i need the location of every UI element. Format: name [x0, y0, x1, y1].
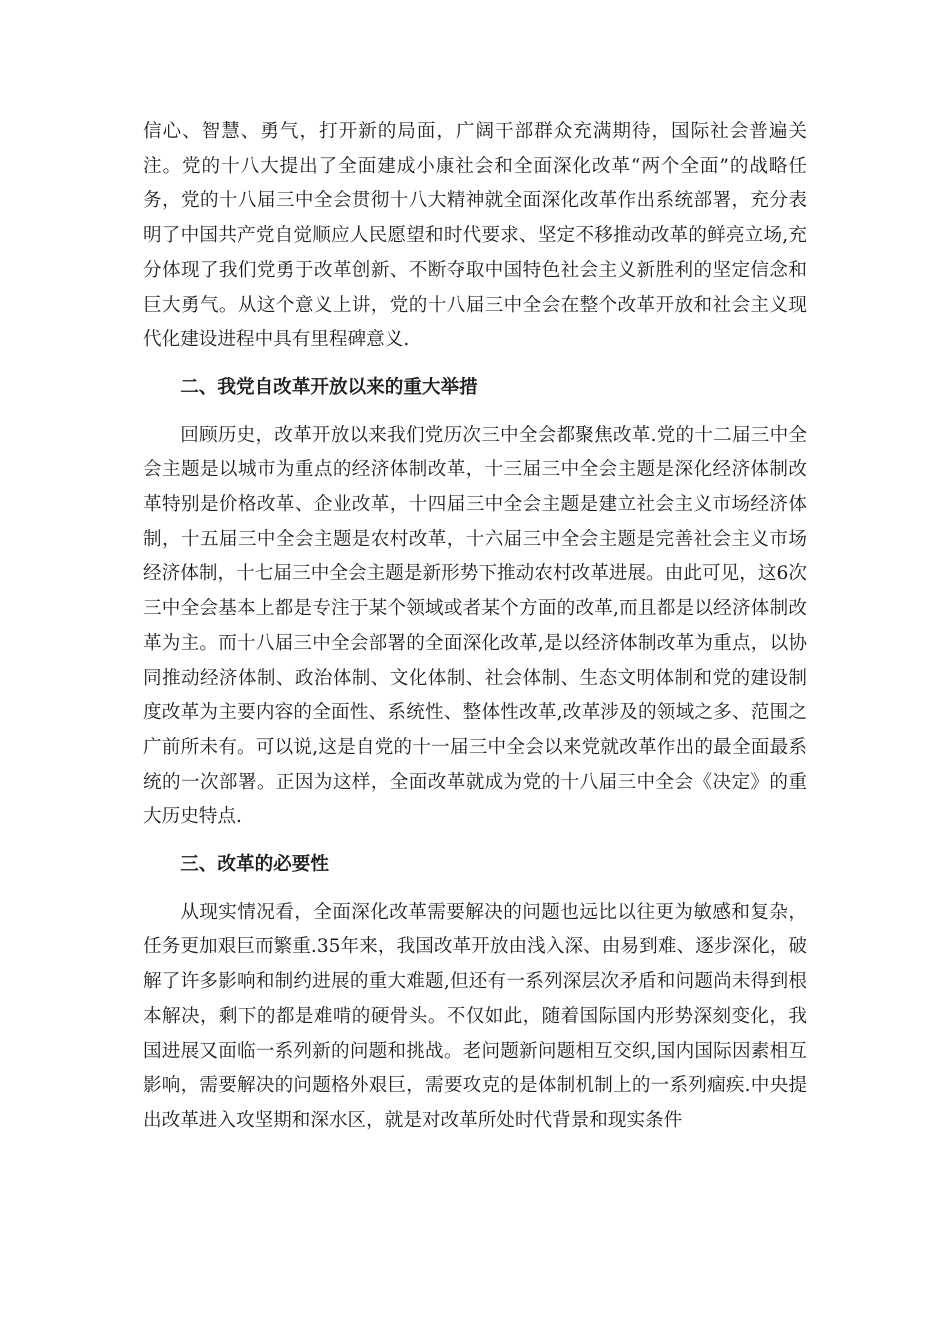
document-page: [143, 115, 807, 1139]
paragraph-history: 回顾历史，改革开放以来我们党历次三中全会都聚焦改革.党的十二届三中全会主题是以城市为重点的经济体制改革，十三届三中全会主题是深化经济体制改革特别是价格改革、企业改革，十四届三中全会主题是建立社会主义市场经济体制，十五届三中全会主题是农村改革，十六届三中全会主题是完善社会主义市场经济体制，十七届三中全会主题是新形势下推动农村改革进展。由此可见，这6次三中全会基本上都是专注于某个领域或者某个方面的改革,而且都是以经济体制改革为主。而十八届三中全会部署的全面深化改革,是以经济体制改革为重点，以协同推动经济体制、政治体制、文化体制、社会体制、生态文明体制和党的建设制度改革为主要内容的全面性、系统性、整体性改革,改革涉及的领域之多、范围之广前所未有。可以说,这是自党的十一届三中全会以来党就改革作出的最全面最系统的一次部署。正因为这样，全面改革就成为党的十八届三中全会《决定》的重大历史特点.: [143, 424, 807, 828]
section-heading-2: 二、我党自改革开放以来的重大举措: [180, 376, 478, 398]
paragraph-continued: 信心、智慧、勇气，打开新的局面，广阔干部群众充满期待，国际社会普遍关注。党的十八大提出了全面建成小康社会和全面深化改革“两个全面”的战略任务，党的十八届三中全会贯彻十八大精神就全面深化改革作出系统部署，充分表明了中国共产党自觉顺应人民愿望和时代要求、坚定不移推动改革的鲜亮立场,充分体现了我们党勇于改革创新、不断夺取中国特色社会主义新胜利的坚定信念和巨大勇气。从这个意义上讲，党的十八届三中全会在整个改革开放和社会主义现代化建设进程中具有里程碑意义.: [143, 121, 807, 351]
paragraph-necessity: 从现实情况看，全面深化改革需要解决的问题也远比以往更为敏感和复杂，任务更加艰巨而繁重.35年来，我国改革开放由浅入深、由易到难、逐步深化，破解了许多影响和制约进展的重大难题,但还有一系列深层次矛盾和问题尚未得到根本解决，剩下的都是难啃的硬骨头。不仅如此，随着国际国内形势深刻变化，我国进展又面临一系列新的问题和挑战。老问题新问题相互交织,国内国际因素相互影响，需要解决的问题格外艰巨，需要攻克的是体制机制上的一系列痼疾.中央提出改革进入攻坚期和深水区，就是对改革所处时代背景和现实条件: [143, 901, 807, 1131]
section-heading-3: 三、改革的必要性: [180, 854, 329, 876]
